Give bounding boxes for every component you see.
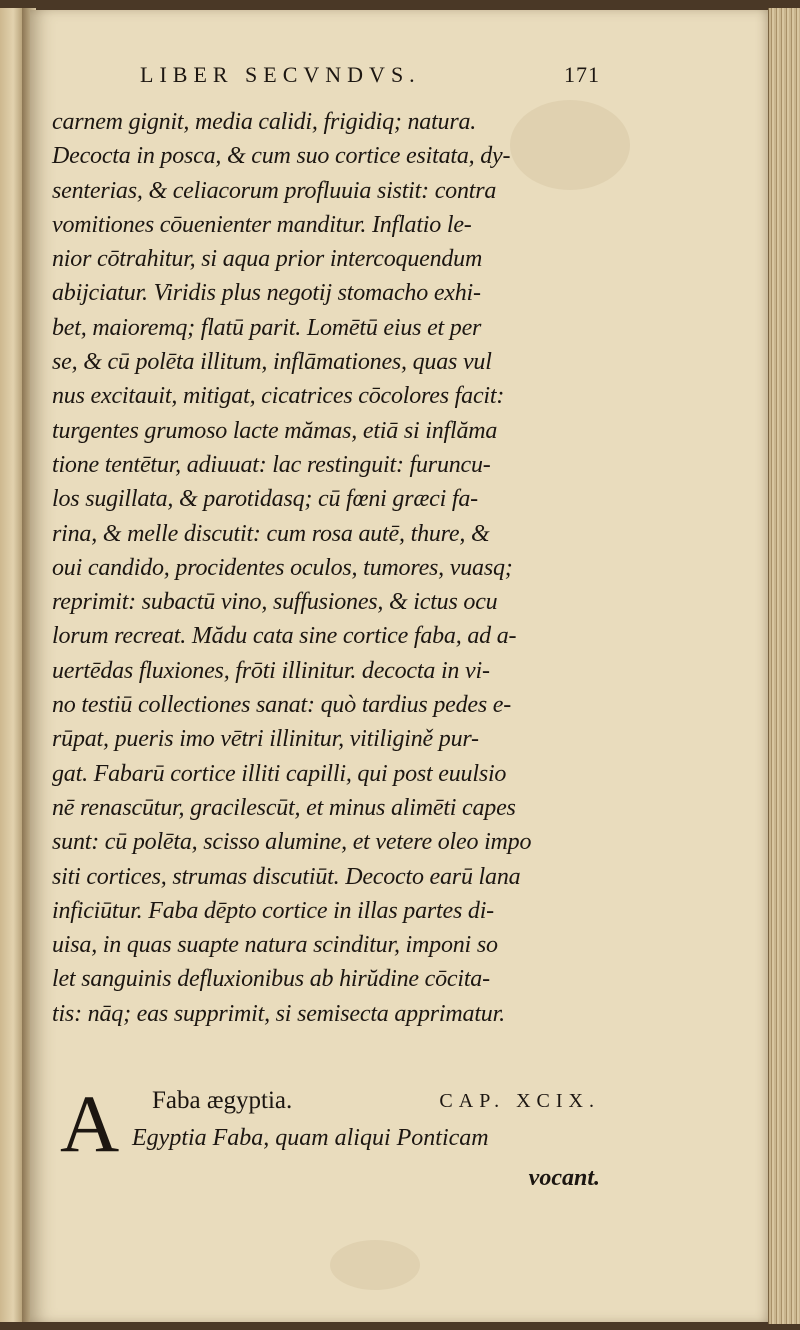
text-line: lorum recreat. Mădu cata sine cortice faba, ad a- xyxy=(52,623,517,650)
text-line: los sugillata, & parotidasq; cū fœni græci fa- xyxy=(52,486,478,513)
text-line: nior cōtrahitur, si aqua prior intercoquendum xyxy=(52,246,483,273)
text-line: bet, maioremq; flatū parit. Lomētū eius et per xyxy=(52,314,482,341)
text-line: inficiūtur. Faba dēpto cortice in illas partes di- xyxy=(52,897,494,924)
page-block-edge xyxy=(768,8,800,1324)
chapter-heading xyxy=(60,1078,600,1195)
text-line: siti cortices, strumas discutiūt. Decocto earū lana xyxy=(52,863,521,890)
text-line: no testiū collectiones sanat: quò tardius pedes e- xyxy=(52,692,512,719)
text-line: tis: nāq; eas supprimit, si semisecta apprimatur. xyxy=(52,1000,505,1027)
text-line: nus excitauit, mitigat, cicatrices cōcolores facit: xyxy=(52,383,505,410)
text-line: nē renascūtur, gracilescūt, et minus alimēti capes xyxy=(52,794,516,821)
text-line: rūpat, pueris imo vētri illinitur, vitiligině pur- xyxy=(52,726,479,753)
text-line: let sanguinis defluxionibus ab hirŭdine cōcita- xyxy=(52,966,490,993)
text-line: turgentes grumoso lacte mămas, etiā si inflăma xyxy=(52,417,498,444)
left-page-edge xyxy=(0,8,24,1322)
catchword: vocant. xyxy=(528,1165,600,1191)
text-line: carnem gignit, media calidi, frigidiq; natura. xyxy=(52,109,477,135)
text-line: tione tentētur, adiuuat: lac restinguit: furuncu- xyxy=(52,451,491,478)
chapter-title: Faba ægyptia. xyxy=(152,1087,293,1114)
paper-stain xyxy=(330,1240,420,1290)
page-number: 171 xyxy=(564,62,600,87)
text-line: reprimit: subactū vino, suffusiones, & ictus ocu xyxy=(52,589,498,616)
text-line: vomitiones cōuenienter manditur. Inflatio le- xyxy=(52,211,472,238)
body-text xyxy=(52,105,600,1031)
text-line: Decocta in posca, & cum suo cortice esitata, dy- xyxy=(52,143,511,170)
text-line: abijciatur. Viridis plus negotij stomacho exhi- xyxy=(52,280,481,307)
text-line: uisa, in quas suapte natura scinditur, imponi so xyxy=(52,932,498,959)
text-line: se, & cū polēta illitum, inflāmationes, quas vul xyxy=(52,349,492,376)
chapter-number: CAP. XCIX. xyxy=(439,1090,600,1112)
text-line: oui candido, procidentes oculos, tumores, vuasq; xyxy=(52,554,513,581)
drop-cap: A xyxy=(60,1078,120,1169)
chapter-first-line: Egyptia Faba, quam aliqui Ponticam xyxy=(132,1125,489,1151)
text-line: gat. Fabarū cortice illiti capilli, qui post euulsio xyxy=(52,760,507,787)
text-line: uertēdas fluxiones, frōti illinitur. decocta in vi- xyxy=(52,657,490,684)
text-line: rina, & melle discutit: cum rosa autē, thure, & xyxy=(52,520,490,547)
page-header xyxy=(140,62,600,92)
text-line: senterias, & celiacorum profluuia sistit: contra xyxy=(52,177,497,204)
running-head: LIBER SECVNDVS. xyxy=(140,62,421,87)
text-line: sunt: cū polēta, scisso alumine, et vetere oleo impo xyxy=(52,829,532,856)
